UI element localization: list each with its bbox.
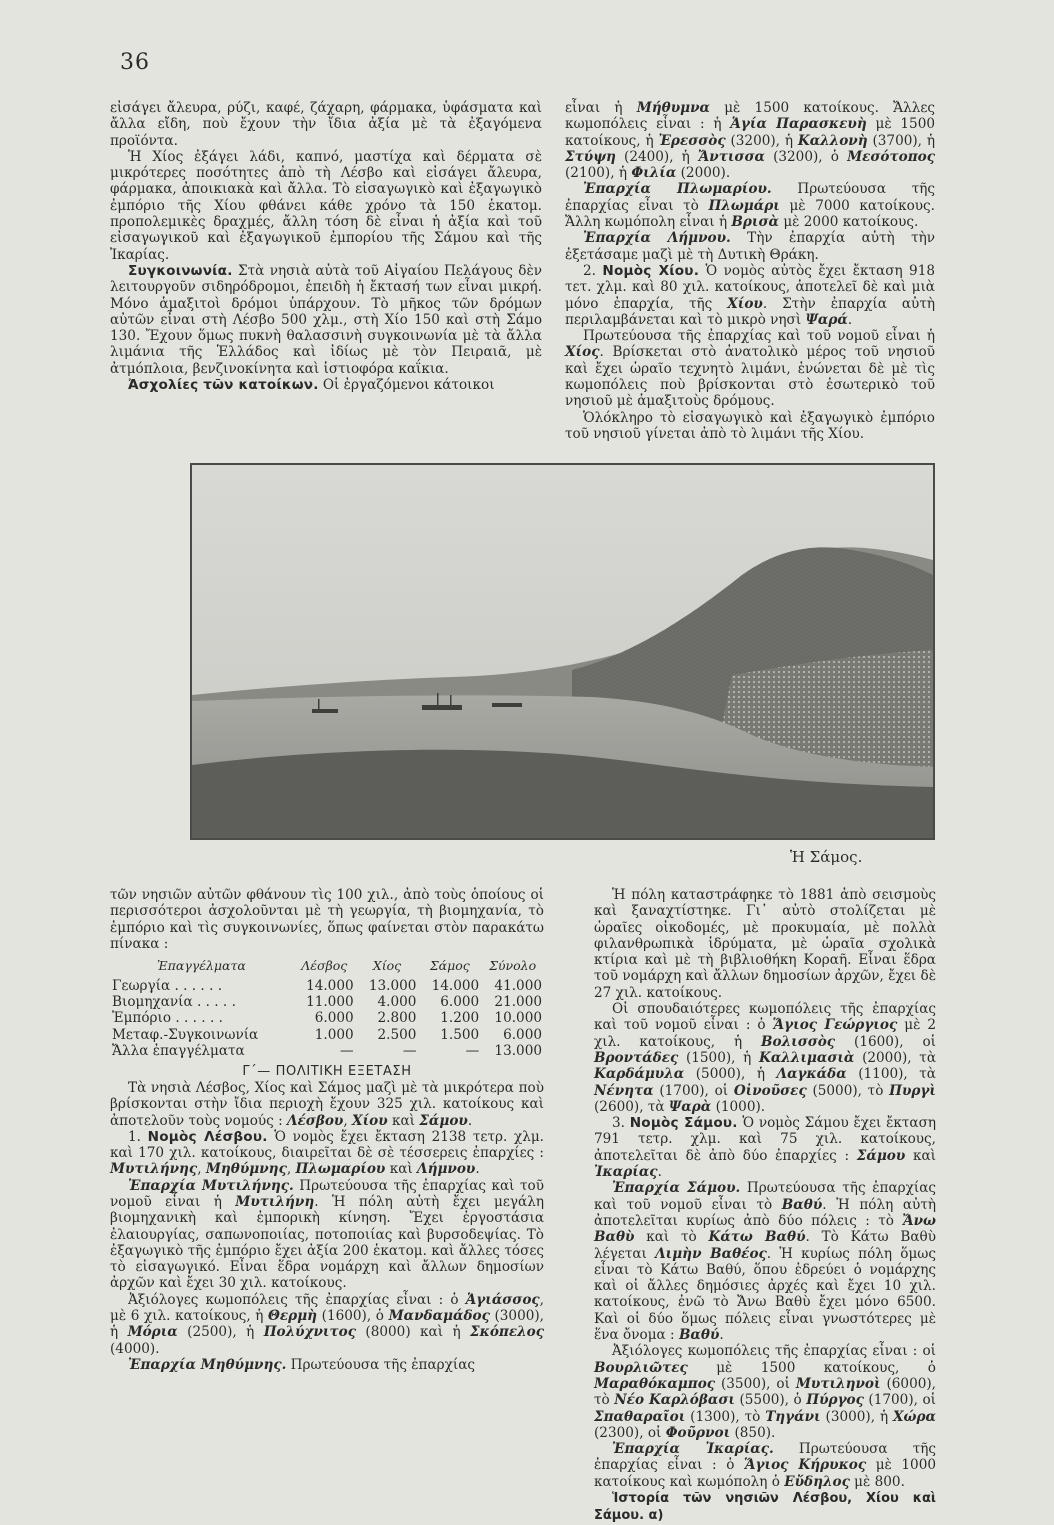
place-name: Βαθύ	[781, 1196, 823, 1213]
paragraph-mithymna-towns	[565, 100, 935, 181]
place-name: Στύψη	[565, 148, 616, 165]
place-name: Ψαρά	[805, 311, 848, 328]
place-name: Πύργος	[806, 1392, 864, 1409]
place-name: Ἄνω Βαθὺ	[594, 1212, 936, 1246]
samos-landscape-illustration	[192, 465, 933, 838]
place-name: Καλλονὴ	[797, 132, 868, 149]
occupations-table	[110, 958, 544, 1059]
heading-chios-prefecture: Νομὸς Χίου.	[602, 262, 700, 279]
text: (5500), ὁ	[734, 1392, 807, 1409]
place-name: Ἅγιος Κήρυκος	[743, 1457, 867, 1474]
place-name: Μηθύμνης	[205, 1161, 287, 1178]
table-cell: 10.000	[494, 1010, 542, 1027]
section-number: 2.	[583, 262, 603, 279]
table-cell: Μεταφ.-Συγκοινωνία	[112, 1026, 259, 1043]
heading-occupations: Ἀσχολίες τῶν κατοίκων.	[128, 377, 319, 394]
text: καὶ	[905, 1147, 936, 1164]
text: (4000).	[110, 1340, 160, 1357]
table-row	[110, 994, 544, 1010]
heading-mithymna: Ἐπαρχία Μηθύμνης.	[128, 1356, 287, 1373]
text: . Στὴν ἐπαρχία αὐτὴ περιλαμβάνεται καὶ τὸ μικρὸ νησὶ	[565, 295, 935, 328]
paragraph-communications	[110, 263, 542, 377]
place-name: Μόρια	[127, 1324, 178, 1341]
place-name: Ἐρεσσὸς	[658, 132, 726, 149]
text: . Ἡ πόλη αὐτὴ ἀποτελεῖται κυρίως ἀπὸ δύο πόλεις : τὸ	[594, 1196, 936, 1229]
text: .	[475, 1161, 480, 1178]
place-name: Πλωμάρι	[708, 197, 780, 214]
text: Ἀξιόλογες κωμοπόλεις τῆς ἐπαρχίας εἶναι : ὁ	[128, 1291, 466, 1308]
text: ,	[197, 1161, 206, 1178]
table-cell: Ἐμπόριο . . . . . .	[112, 1010, 223, 1027]
heading-samos-province: Ἐπαρχία Σάμου.	[612, 1180, 741, 1197]
text: καὶ	[387, 1112, 420, 1129]
paragraph-plomari	[565, 181, 935, 230]
top-right-column	[565, 100, 935, 442]
text: (3200), ἡ	[725, 132, 798, 149]
text: .	[719, 1327, 724, 1344]
place-name: Χίου	[352, 1112, 388, 1129]
place-name: Μανδαμάδος	[388, 1308, 490, 1325]
text: (1000).	[711, 1098, 766, 1115]
place-name: Κάτω Βαθύ	[708, 1229, 806, 1246]
table-cell: 6.000	[503, 1026, 542, 1043]
text: Πρωτεύουσα τῆς ἐπαρχίας καὶ τοῦ νομοῦ εἶναι τὸ	[594, 1180, 936, 1213]
place-name: Οἰνοῦσες	[733, 1082, 807, 1099]
place-name: Χίος	[565, 344, 600, 361]
text: καὶ	[385, 1161, 418, 1178]
paragraph-chios-towns	[594, 1001, 936, 1115]
text: Πρωτεύουσα τῆς ἐπαρχίας	[286, 1356, 476, 1373]
place-name: Σάμου	[856, 1147, 906, 1164]
text: (1100), τὰ	[846, 1066, 936, 1083]
text: μὲ 2 χιλ. κατοίκους, ἡ	[594, 1017, 937, 1050]
text: (1700), οἱ	[653, 1082, 734, 1099]
paragraph-samos-province	[594, 1180, 936, 1343]
paragraph-chios-capital	[565, 328, 935, 409]
place-name: Μεσότοπος	[847, 148, 935, 165]
place-name: Πολύχνιτος	[263, 1324, 357, 1341]
paragraph-prefectures	[110, 1080, 544, 1129]
ship-2-mast	[450, 695, 452, 705]
place-name: Σπαθαραῖοι	[594, 1408, 686, 1425]
text-occupations: Οἱ ἐργαζόμενοι κάτοικοι	[318, 377, 495, 394]
paragraph-ikaria	[594, 1441, 936, 1490]
table-header: Σάμος	[429, 958, 470, 974]
place-name: Καρδάμυλα	[594, 1066, 685, 1083]
table-cell: —	[340, 1043, 354, 1060]
text: μὲ 7000 κατοίκους. Ἄλλη κωμόπολη εἶναι ἡ	[565, 197, 935, 231]
heading-lesvos-prefecture: Νομὸς Λέσβου.	[147, 1128, 268, 1145]
table-header: Λέσβος	[301, 958, 348, 974]
place-name: Βουρλιῶτες	[594, 1359, 688, 1376]
text: Ἀξιόλογες κωμοπόλεις τῆς ἐπαρχίας εἶναι : οἱ	[612, 1343, 936, 1360]
place-name: Ἄντισσα	[697, 148, 765, 165]
place-name: Βολισσὸς	[761, 1033, 836, 1050]
place-name: Ἅγιος Γεώργιος	[772, 1017, 898, 1034]
section-number: 1.	[128, 1128, 148, 1145]
table-cell: 6.000	[440, 994, 480, 1010]
table-cell: 11.000	[306, 994, 354, 1010]
paragraph-mytilini-towns	[110, 1292, 544, 1357]
table-cell: Ἄλλα ἐπαγγέλματα	[112, 1043, 245, 1060]
table-cell: 14.000	[306, 977, 354, 994]
place-name: Μυτιλήνη	[235, 1194, 315, 1210]
text: μὲ 2000 κατοίκους.	[779, 214, 919, 231]
paragraph-chios-trade: Ἡ Χίος ἐξάγει λάδι, καπνό, μαστίχα καὶ δέρματα σὲ μικρότερες ποσότητες ἀπὸ τὴ Λέσβο καὶ εἰσάγει ἄλευρα, φάρμακα, ἀποικιακὰ καὶ ἄλλα. Τὸ εἰσαγωγικὸ καὶ ἐξαγωγικὸ ἐμπόριο τῆς Χίου φθάνει κάθε χρόνο τὰ 150 ἑκατομ. προπολεμικὲς δραχμές, ἄλλη τόση δὲ εἶναι ἡ ἀξία καὶ τοῦ εἰσαγωγικοῦ καὶ ἐξαγωγικοῦ ἐμπορίου τῆς Σάμου καὶ τῆς Ἰκαρίας.	[110, 148, 542, 263]
paragraph-chios-port: Ὁλόκληρο τὸ εἰσαγωγικὸ καὶ ἐξαγωγικὸ ἐμπόριο τοῦ νησιοῦ γίνεται ἀπὸ τὸ λιμάνι τῆς Χίου.	[565, 409, 935, 442]
table-cell: 6.000	[314, 1010, 354, 1027]
table-cell: 1.000	[314, 1026, 354, 1043]
text: εἶναι ἡ	[565, 100, 637, 116]
text: (3500), οἱ	[715, 1375, 796, 1392]
table-cell: 2.800	[377, 1010, 417, 1027]
paragraph-history-heading	[594, 1490, 936, 1525]
text: (2500), ἡ	[177, 1324, 264, 1341]
place-name: Βαθύ	[678, 1327, 720, 1344]
table-header: Σύνολο	[489, 958, 537, 974]
text: (2400), ἡ	[615, 148, 698, 165]
text: (3200), ὁ	[764, 148, 848, 165]
text: (1300), τὸ	[685, 1408, 766, 1425]
place-name: Νέο Καρλόβασι	[614, 1392, 735, 1409]
text-communications: Στὰ νησιὰ αὐτὰ τοῦ Αἰγαίου Πελάγους δὲν λειτουργοῦν σιδηρόδρομοι, ἐπειδὴ ἡ ἔκτασή των εἶναι μικρή. Μόνο ἁμαξιτοὶ δρόμοι ὑπάρχουν. Τὸ μῆκος τῶν δρόμων αὐτῶν εἶναι στὴ Λέσβο 500 χλμ., στὴ Χίο 150 καὶ στὴ Σάμο 130. Ἔχουν ὅμως πυκνὴ θαλασσινὴ συγκοινωνία μὲ τὰ ἄλλα λιμάνια τῆς Ἑλλάδος καὶ ἰδίως μὲ τὸν Πειραιᾶ, μὲ ἀτμόπλοια, βενζινοκίνητα καὶ ἱστιοφόρα καΐκια.	[110, 262, 542, 377]
table-cell: 21.000	[494, 994, 542, 1010]
place-name: Ἰκαρίας	[594, 1164, 658, 1181]
section-title: Γ΄— ΠΟΛΙΤΙΚΗ ΕΞΕΤΑΣΗ	[242, 1063, 412, 1079]
heading-history: Ἱστορία τῶν νησιῶν Λέσβου, Χίου καὶ Σάμου. α)	[594, 1490, 936, 1524]
text: (8000) καὶ ἡ	[356, 1324, 471, 1341]
bottom-right-column	[594, 887, 936, 1525]
heading-limnos: Ἐπαρχία Λήμνου.	[583, 230, 731, 247]
place-name: Εὔδηλος	[784, 1473, 850, 1490]
text: (850).	[730, 1424, 776, 1441]
paragraph-occupations	[110, 377, 542, 393]
place-name: Φοῦρνοι	[665, 1424, 731, 1441]
paragraph-samos-prefecture	[594, 1115, 936, 1180]
table-cell: Βιομηχανία . . . . .	[112, 994, 236, 1010]
text: μὲ 1500 κατοίκους, ὁ	[687, 1359, 936, 1376]
table-cell: 1.200	[440, 1010, 480, 1027]
paragraph-limnos	[565, 230, 935, 263]
table-cell: —	[402, 1043, 417, 1060]
text: Ὁ νομὸς ἔχει ἔκταση 2138 τετρ. χλμ. καὶ 170 χιλ. κατοίκους, διαιρεῖται δὲ σὲ τέσσερεις ἐπαρχίες :	[110, 1128, 544, 1162]
place-name: Μυτιλήνης	[110, 1161, 198, 1178]
text: Οἱ σπουδαιότερες κωμοπόλεις τῆς ἐπαρχίας καὶ τοῦ νομοῦ εἶναι : ὁ	[594, 1001, 936, 1034]
text: Ὁ νομὸς Σάμου ἔχει ἔκταση 791 τετρ. χλμ. καὶ 75 χιλ. κατοίκους, ἀποτελεῖται δὲ ἀπὸ δύο ἐπαρχίες :	[594, 1115, 937, 1164]
place-name: Νένητα	[594, 1082, 654, 1099]
text: μὲ 1500 κατοίκους. Ἄλλες κωμοπόλεις εἶναι : ἡ	[565, 100, 936, 133]
text: ,	[343, 1112, 353, 1129]
place-name: Μυτιληνοὶ	[795, 1375, 881, 1392]
text: Ὁ νομὸς αὐτὸς ἔχει ἔκταση 918 τετ. χλμ. καὶ 80 χιλ. κατοίκους, ἀποτελεῖ δὲ καὶ μιὰ μόνο ἐπαρχία, τῆς	[565, 262, 936, 312]
table-cell: 14.000	[431, 977, 480, 994]
place-name: Θερμὴ	[268, 1308, 318, 1325]
table-header: Ἐπαγγέλματα	[157, 958, 246, 974]
paragraph-chios-prefecture	[565, 263, 935, 328]
text: Τὴν ἐπαρχία αὐτὴ τὴν ἐξετάσαμε μαζὶ μὲ τὴ Δυτικὴ Θράκη.	[565, 230, 935, 263]
text: Πρωτεύουσα τῆς ἐπαρχίας καὶ τοῦ νομοῦ εἶναι ἡ	[583, 328, 935, 345]
text: (1600), ὁ	[317, 1308, 389, 1325]
text: (5000), ἡ	[684, 1066, 777, 1083]
place-name: Βροντάδες	[594, 1049, 679, 1066]
place-name: Φιλία	[631, 165, 677, 182]
text: μὲ 1500 κατοίκους, ἡ	[565, 116, 935, 149]
table-row	[110, 1010, 544, 1026]
paragraph-lesvos-prefecture	[110, 1129, 544, 1178]
text: (3000), ἡ	[110, 1308, 544, 1341]
samos-photo	[190, 463, 935, 840]
place-name: Ψαρὰ	[668, 1098, 712, 1115]
table-cell: —	[465, 1043, 480, 1060]
table-cell: 13.000	[494, 1043, 542, 1060]
paragraph-samos-towns	[594, 1343, 936, 1441]
heading-plomari: Ἐπαρχία Πλωμαρίου.	[583, 181, 772, 198]
place-name: Ἁγιάσσος	[465, 1291, 540, 1308]
place-name: Καλλιμασιὰ	[759, 1049, 855, 1066]
table-cell: 2.500	[377, 1026, 417, 1043]
table-cell: 13.000	[368, 977, 417, 994]
table-cell: Γεωργία . . . . . .	[112, 977, 223, 994]
text: .	[847, 311, 853, 328]
place-name: Λιμὴν Βαθέος	[655, 1245, 767, 1262]
text: .	[657, 1164, 662, 1181]
place-name: Μαραθόκαμπος	[594, 1375, 716, 1392]
ship-1	[312, 709, 338, 713]
table-cell: 4.000	[377, 994, 417, 1010]
text: , μὲ 6 χιλ. κατοίκους, ἡ	[110, 1291, 544, 1325]
text: (3000), ἡ	[820, 1408, 893, 1425]
heading-mytilini: Ἐπαρχία Μυτιλήνης.	[128, 1177, 294, 1194]
table-row	[110, 1043, 544, 1059]
text: (2300), οἱ	[594, 1424, 666, 1441]
place-name: Λέσβου	[286, 1112, 344, 1129]
place-name: Μήθυμνα	[636, 100, 710, 116]
paragraph-imports: εἰσάγει ἄλευρα, ρύζι, καφέ, ζάχαρη, φάρμακα, ὑφάσματα καὶ ἄλλα εἴδη, ποὺ ἔχουν τὴν ἴδια ἀξία μὲ τὰ ἐξαγόμενα προϊόντα.	[110, 100, 542, 149]
table-row	[110, 978, 544, 994]
photo-caption: Ἡ Σάμος.	[790, 848, 863, 866]
paragraph-chios-city: Ἡ πόλη καταστράφηκε τὸ 1881 ἀπὸ σεισμοὺς καὶ ξαναχτίστηκε. Γι᾽ αὐτὸ στολίζεται μὲ ὡραῖες οἰκοδομές, μὲ προκυμαία, μὲ πολλὰ φιλανθρωπικὰ ἱδρύματα, μὲ ὡραῖα σχολικὰ κτίρια καὶ μὲ τὴ βιβλιοθήκη Κοραῆ. Εἶναι ἕδρα τοῦ νομάρχη καὶ ἄλλων δημοσίων ἀρχῶν, ἔχει δὲ 27 χιλ. κατοίκους.	[594, 887, 936, 1001]
text: . Ἡ πόλη αὐτὴ ἔχει μεγάλη βιομηχανικὴ καὶ ἐμπορικὴ κίνηση. Ἔχει ἐργοστάσια ἐλαιουργίας, σαπωνοποιίας, ποτοποιίας καὶ βυρσοδεψίας. Τὸ ἐξαγωγικὸ τῆς ἐμπόριο ἔχει ἀξία 200 ἑκατομ. καὶ ἄλλες τόσες τὸ εἰσαγωγικό. Εἶναι ἕδρα νομάρχη καὶ ἄλλων δημοσίων ἀρχῶν καὶ ἔχει 30 χιλ. κατοίκους.	[110, 1194, 544, 1292]
text: (1500), ἡ	[678, 1049, 759, 1066]
place-name: Λήμνου	[417, 1161, 476, 1178]
heading-ikaria: Ἐπαρχία Ἰκαρίας.	[612, 1441, 774, 1458]
text: (1700), οἱ	[863, 1392, 937, 1409]
text: (2600), τὰ	[594, 1098, 669, 1115]
ship-2-mast	[437, 693, 439, 705]
text: μὲ 800.	[849, 1473, 905, 1490]
text: ,	[286, 1161, 296, 1178]
table-cell: 1.500	[440, 1026, 480, 1043]
text: .	[467, 1112, 473, 1129]
place-name: Πυργὶ	[889, 1082, 936, 1099]
text: (1600), οἱ	[835, 1033, 936, 1050]
text: . Τὸ Κάτω Βαθὺ λέγεται	[594, 1229, 936, 1262]
text: Τὰ νησιὰ Λέσβος, Χίος καὶ Σάμος μαζὶ μὲ τὰ μικρότερα ποὺ βρίσκονται στὴν ἴδια περιοχὴ ἔχουν 325 χιλ. κατοίκους καὶ ἀποτελοῦν τοὺς νομούς :	[110, 1079, 544, 1129]
ship-2	[422, 705, 462, 710]
text: (2100), ἡ	[565, 165, 632, 182]
place-name: Ἁγία Παρασκευὴ	[730, 116, 867, 133]
heading-samos-prefecture: Νομὸς Σάμου.	[629, 1115, 738, 1132]
text: Πρωτεύουσα τῆς ἐπαρχίας καὶ τοῦ νομοῦ εἶναι ἡ	[110, 1177, 544, 1210]
text: (5000), τὸ	[806, 1082, 890, 1099]
bottom-left-column	[110, 887, 544, 1373]
table-header: Χίος	[372, 958, 402, 974]
page-number: 36	[120, 50, 150, 75]
place-name: Σάμου	[419, 1112, 468, 1129]
paragraph-mithymna	[110, 1357, 544, 1373]
place-name: Βρισὰ	[731, 214, 779, 231]
table-header-row	[110, 958, 544, 977]
top-left-column	[110, 100, 542, 393]
text: . Ἡ κυρίως πόλη ὅμως εἶναι τὸ Κάτω Βαθύ, ὅπου ἑδρεύει ὁ νομάρχης καὶ οἱ ἄλλες δημόσιες ἀρχές καὶ ἔχει 10 χιλ. κατοίκους, ἐνῶ τὸ Ἄνω Βαθὺ ἔχει μόνο 6500. Καὶ οἱ δύο ὅμως πόλεις εἶναι γνωστότερες μὲ ἕνα ὄνομα :	[594, 1245, 936, 1344]
ship-3	[492, 703, 522, 707]
paragraph-occupations-cont: τῶν νησιῶν αὐτῶν φθάνουν τὶς 100 χιλ., ἀπὸ τοὺς ὁποίους οἱ περισσότεροι ἀσχολοῦνται μὲ τὴ γεωργία, τὴ βιομηχανία, τὸ ἐμπόριο καὶ τὶς συγκοινωνίες, ὅπως φαίνεται στὸν παρακάτω πίνακα :	[110, 887, 544, 952]
table-row	[110, 1027, 544, 1043]
place-name: Τηγάνι	[765, 1408, 821, 1425]
section-number: 3.	[612, 1115, 630, 1132]
place-name: Πλωμαρίου	[295, 1161, 386, 1178]
text: Πρωτεύουσα τῆς ἐπαρχίας εἶναι : ὁ	[594, 1441, 936, 1474]
paragraph-mytilini	[110, 1178, 544, 1292]
text: . Βρίσκεται στὸ ἀνατολικὸ μέρος τοῦ νησιοῦ καὶ ἔχει ὡραῖο τεχνητὸ λιμάνι, ἑνώνεται δὲ μὲ τὶς κωμοπόλεις ποὺ βρίσκονται στὸ ἐσωτερικὸ τοῦ νησιοῦ μὲ ἁμαξιτοὺς δρόμους.	[565, 344, 935, 410]
text: (2000).	[676, 165, 731, 182]
text: μὲ 1000 κατοίκους καὶ κωμόπολη ὁ	[594, 1457, 937, 1490]
text: (6000), τὸ	[594, 1375, 936, 1409]
place-name: Σκόπελος	[470, 1324, 544, 1341]
text: Πρωτεύουσα τῆς ἐπαρχίας εἶναι τὸ	[565, 181, 936, 214]
text: καὶ τὸ	[634, 1229, 709, 1246]
ship-1-mast	[318, 699, 320, 709]
text: (3700), ἡ	[867, 132, 935, 149]
table-cell: 41.000	[494, 977, 542, 994]
text: (2000), τὰ	[854, 1049, 936, 1066]
place-name: Λαγκάδα	[776, 1066, 847, 1083]
place-name: Χίου	[727, 295, 763, 312]
place-name: Χώρα	[892, 1408, 936, 1425]
heading-communications: Συγκοινωνία.	[128, 262, 233, 279]
